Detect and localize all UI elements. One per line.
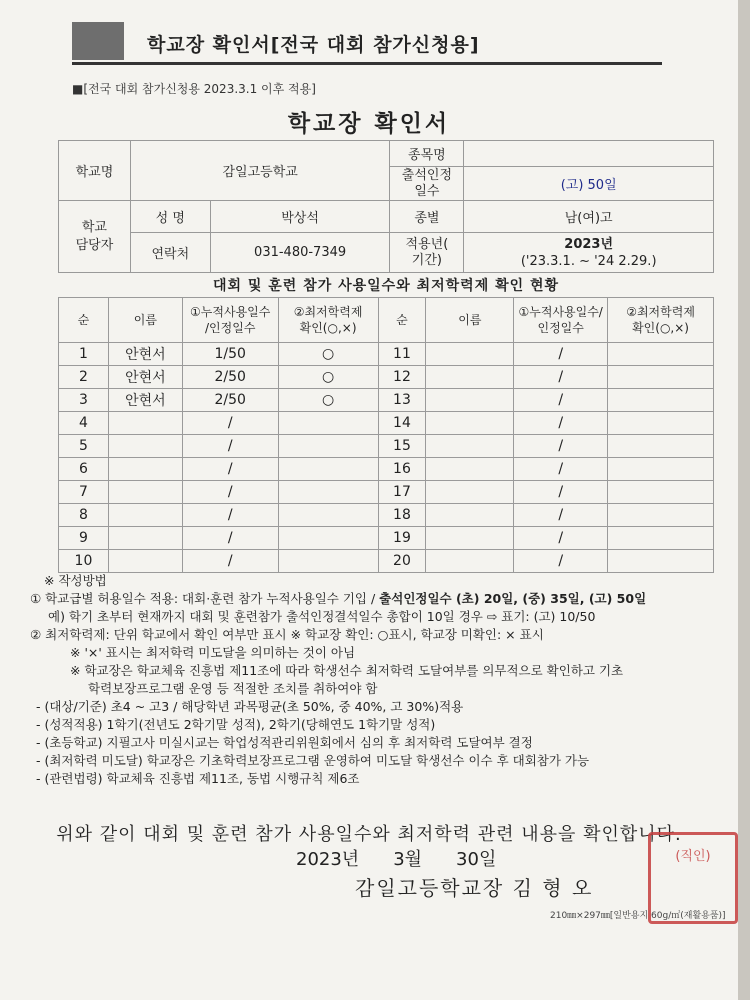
cell-no: 3 <box>59 389 109 412</box>
event-value <box>464 141 714 167</box>
usage-table-body <box>59 343 714 573</box>
cell-name2 <box>426 458 514 481</box>
writing-instructions <box>30 572 730 788</box>
note-1-days: 출석인정일수 (초) 20일, (중) 35일, (고) 50일 <box>379 591 647 606</box>
cell-check2 <box>608 481 714 504</box>
contact-label: 연락처 <box>130 233 210 273</box>
cell-name <box>108 550 182 573</box>
cell-no: 10 <box>59 550 109 573</box>
name-label: 성 명 <box>130 201 210 233</box>
cell-no: 7 <box>59 481 109 504</box>
cell-name2 <box>426 343 514 366</box>
col-header-days-2: ①누적사용일수/ 인정일수 <box>514 298 608 343</box>
period-label: 적용년( 기간) <box>390 233 464 273</box>
col-header-days: ①누적사용일수 /인정일수 <box>182 298 278 343</box>
cell-days2: / <box>514 412 608 435</box>
cell-name2 <box>426 366 514 389</box>
cell-no: 5 <box>59 435 109 458</box>
issue-date <box>296 845 530 871</box>
cell-check <box>278 504 378 527</box>
paper-spec-note: 210㎜×297㎜[일반용지 60g/㎡(재활용품)] <box>550 911 726 921</box>
cell-days2: / <box>514 389 608 412</box>
bullet-2: - (성적적용) 1학기(전년도 2학기말 성적), 2학기(당해연도 1학기말 성적) <box>36 717 436 732</box>
col-header-no: 순 <box>59 298 109 343</box>
period-range: ('23.3.1. ~ '24 2.29.) <box>520 253 657 269</box>
cell-days2: / <box>514 458 608 481</box>
table-row <box>59 389 714 412</box>
cell-name: 안현서 <box>108 366 182 389</box>
date-day: 30일 <box>456 849 497 870</box>
cell-no: 4 <box>59 412 109 435</box>
cell-days2: / <box>514 343 608 366</box>
principal-signature: 감일고등학교장 김 형 오 <box>355 876 594 900</box>
period-year: 2023년 <box>564 236 614 252</box>
date-year: 2023년 <box>296 849 360 870</box>
gender-label: 종별 <box>390 201 464 233</box>
confirmation-statement: 위와 같이 대회 및 훈련 참가 사용일수와 최저학력 관련 내용을 확인합니다. <box>56 824 682 845</box>
note-2: ② 최저학력제: 단위 학교에서 확인 여부만 표시 ※ 학교장 확인: ○표시, 학교장 미확인: × 표시 <box>30 627 544 642</box>
cell-no2: 19 <box>378 527 426 550</box>
cell-days: 2/50 <box>182 366 278 389</box>
cell-name2 <box>426 481 514 504</box>
cell-no: 6 <box>59 458 109 481</box>
table-row <box>59 435 714 458</box>
cell-name <box>108 458 182 481</box>
cell-days2: / <box>514 481 608 504</box>
cell-no2: 11 <box>378 343 426 366</box>
cell-days: / <box>182 504 278 527</box>
cell-name: 안현서 <box>108 389 182 412</box>
school-label: 학교명 <box>59 141 131 201</box>
cell-days2: / <box>514 435 608 458</box>
table-row <box>59 504 714 527</box>
cell-no: 9 <box>59 527 109 550</box>
info-table <box>58 140 714 273</box>
cell-days: / <box>182 550 278 573</box>
attendance-value: (고) 50일 <box>464 167 714 201</box>
cell-days: 1/50 <box>182 343 278 366</box>
cell-name2 <box>426 504 514 527</box>
cell-check <box>278 481 378 504</box>
cell-no2: 15 <box>378 435 426 458</box>
cell-check2 <box>608 504 714 527</box>
attendance-label: 출석인정 일수 <box>390 167 464 201</box>
usage-section-title: 대회 및 훈련 참가 사용일수와 최저학력제 확인 현황 <box>212 278 560 294</box>
col-header-check: ②최저학력제 확인(○,×) <box>278 298 378 343</box>
cell-name <box>108 481 182 504</box>
table-row <box>59 527 714 550</box>
cell-no2: 13 <box>378 389 426 412</box>
usage-table <box>58 297 714 573</box>
seal-mark: (직인) <box>675 849 711 864</box>
note-3: ※ '×' 표시는 최저학력 미도달을 의미하는 것이 아님 <box>70 645 356 660</box>
cell-no2: 17 <box>378 481 426 504</box>
bullet-4: - (최저학력 미도달) 학교장은 기초학력보장프로그램 운영하여 미도달 학생선수 이수 후 대회참가 가능 <box>36 753 590 768</box>
period-value <box>464 233 714 273</box>
contact-value: 031-480-7349 <box>210 233 390 273</box>
background-edge <box>738 0 750 1000</box>
cell-no2: 14 <box>378 412 426 435</box>
cell-name <box>108 504 182 527</box>
cell-name2 <box>426 550 514 573</box>
event-label: 종목명 <box>390 141 464 167</box>
col-header-no-2: 순 <box>378 298 426 343</box>
note-4-cont: 학력보장프로그램 운영 등 적절한 조치를 취하여야 함 <box>88 681 378 696</box>
table-row <box>59 412 714 435</box>
cell-check2 <box>608 412 714 435</box>
cell-name <box>108 435 182 458</box>
cell-days2: / <box>514 504 608 527</box>
cell-no2: 20 <box>378 550 426 573</box>
cell-check2 <box>608 550 714 573</box>
cell-check: ○ <box>278 343 378 366</box>
cell-name: 안현서 <box>108 343 182 366</box>
cell-days2: / <box>514 550 608 573</box>
cell-check2 <box>608 458 714 481</box>
cell-check2 <box>608 389 714 412</box>
cell-no: 1 <box>59 343 109 366</box>
header-bar <box>72 22 662 65</box>
table-row <box>59 550 714 573</box>
cell-check <box>278 550 378 573</box>
cell-check <box>278 527 378 550</box>
header-block <box>72 22 124 60</box>
cell-check2 <box>608 435 714 458</box>
cell-check <box>278 435 378 458</box>
cell-name2 <box>426 412 514 435</box>
cell-check: ○ <box>278 366 378 389</box>
cell-no2: 18 <box>378 504 426 527</box>
cell-days: / <box>182 527 278 550</box>
col-header-name: 이름 <box>108 298 182 343</box>
cell-no2: 12 <box>378 366 426 389</box>
cell-check <box>278 412 378 435</box>
cell-no2: 16 <box>378 458 426 481</box>
official-seal <box>648 832 738 924</box>
cell-name <box>108 412 182 435</box>
name-value: 박상석 <box>210 201 390 233</box>
cell-no: 2 <box>59 366 109 389</box>
cell-days: / <box>182 435 278 458</box>
table-row <box>59 481 714 504</box>
teacher-label: 학교 담당자 <box>59 201 131 273</box>
cell-days: / <box>182 458 278 481</box>
cell-check: ○ <box>278 389 378 412</box>
cell-check2 <box>608 527 714 550</box>
cell-check2 <box>608 366 714 389</box>
bullet-3: - (초등학교) 지필고사 미실시교는 학업성적관리위원회에서 심의 후 최저학력 도달여부 결정 <box>36 735 533 750</box>
cell-days: / <box>182 481 278 504</box>
cell-name2 <box>426 389 514 412</box>
header-bar-title: 학교장 확인서[전국 대회 참가신청용] <box>147 34 480 56</box>
col-header-check-2: ②최저학력제 확인(○,×) <box>608 298 714 343</box>
table-row <box>59 343 714 366</box>
cell-name2 <box>426 435 514 458</box>
cell-days2: / <box>514 527 608 550</box>
cell-days2: / <box>514 366 608 389</box>
applicability-note: ■[전국 대회 참가신청용 2023.3.1 이후 적용] <box>72 82 316 96</box>
note-1 <box>30 590 730 608</box>
cell-days: / <box>182 412 278 435</box>
notes-title: ※ 작성방법 <box>44 573 107 588</box>
table-row <box>59 366 714 389</box>
table-row <box>59 458 714 481</box>
page-title: 학교장 확인서 <box>287 111 451 137</box>
cell-days: 2/50 <box>182 389 278 412</box>
note-1-text: ① 학교급별 허용일수 적용: 대회·훈련 참가 누적사용일수 기입 / <box>30 591 380 606</box>
cell-check <box>278 458 378 481</box>
cell-check2 <box>608 343 714 366</box>
school-value: 감일고등학교 <box>130 141 390 201</box>
cell-name <box>108 527 182 550</box>
bullet-1: - (대상/기준) 초4 ~ 고3 / 해당학년 과목평균(초 50%, 중 40%, 고 30%)적용 <box>36 699 464 714</box>
cell-name2 <box>426 527 514 550</box>
note-1-example: 예) 학기 초부터 현재까지 대회 및 훈련참가 출석인정결석일수 총합이 10일 경우 ⇨ 표기: (고) 10/50 <box>48 609 596 624</box>
bullet-5: - (관련법령) 학교체육 진흥법 제11조, 동법 시행규칙 제6조 <box>36 771 360 786</box>
col-header-name-2: 이름 <box>426 298 514 343</box>
gender-value: 남(여)고 <box>464 201 714 233</box>
note-4: ※ 학교장은 학교체육 진흥법 제11조에 따라 학생선수 최저학력 도달여부를 의무적으로 확인하고 기초 <box>70 663 624 678</box>
cell-no: 8 <box>59 504 109 527</box>
date-month: 3월 <box>393 849 423 870</box>
